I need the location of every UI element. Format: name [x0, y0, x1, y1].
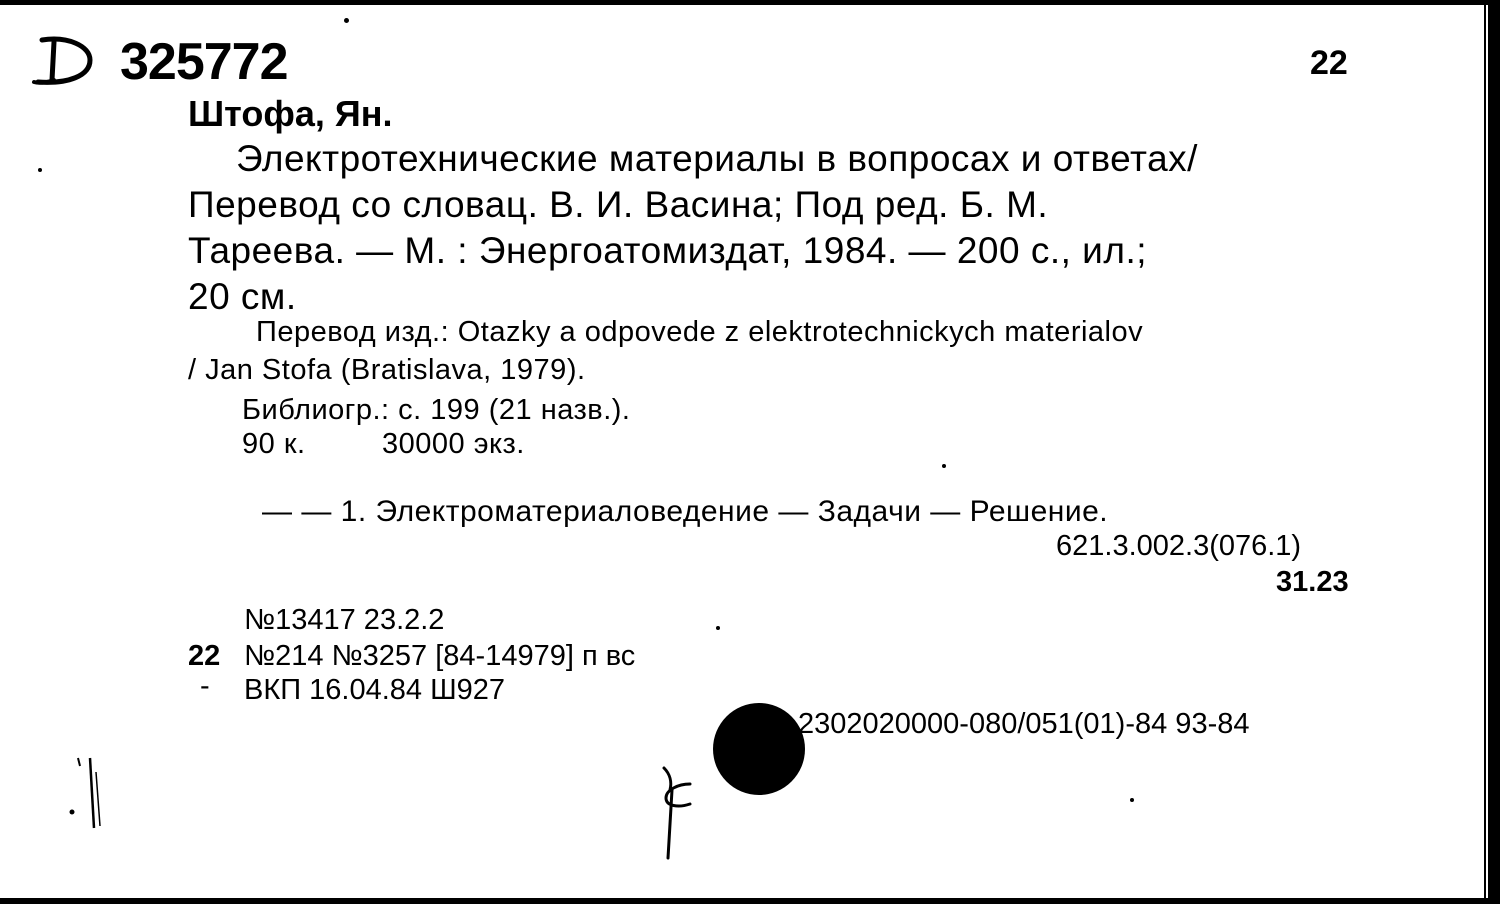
ink-speck [942, 464, 946, 468]
title-line-2: Перевод со словац. В. И. Васина; Под ред. Б. М. [188, 184, 1049, 225]
accession-number: 325772 [120, 33, 288, 91]
translation-note-1: Перевод изд.: Otazky a odpovede z elektrotechnickych materialov [256, 316, 1144, 348]
card-top-edge [0, 0, 1500, 5]
handwritten-mark [650, 760, 710, 864]
ink-speck [716, 626, 720, 630]
card-right-edge-line [1484, 0, 1486, 904]
price: 90 к. [242, 428, 306, 460]
record-line-3-prefix: - [200, 670, 210, 702]
translation-note-2: / Jan Stofa (Bratislava, 1979). [188, 354, 586, 386]
title-line-1: Электротехнические материалы в вопросах и ответах/ [236, 138, 1198, 179]
card-bottom-edge [0, 898, 1500, 904]
card-right-edge [1488, 0, 1500, 904]
ink-speck [38, 168, 42, 172]
udc-code: 621.3.002.3(076.1) [1056, 530, 1302, 562]
bibliography-note: Библиогр.: с. 199 (21 назв.). [242, 394, 631, 426]
record-line-3: ВКП 16.04.84 Ш927 [244, 674, 506, 706]
handwritten-d-mark [28, 32, 98, 88]
record-line-2: №214 №3257 [84-14979] п вс [244, 640, 636, 672]
print-run: 30000 экз. [382, 428, 525, 460]
hole-punch-blot [713, 703, 805, 795]
author-heading: Штофа, Ян. [188, 93, 393, 134]
record-line-1: №13417 23.2.2 [244, 604, 445, 636]
page-number: 22 [1310, 44, 1348, 82]
record-line-2-prefix: 22 [188, 640, 221, 672]
ink-speck [1130, 798, 1134, 802]
title-line-3: Тареева. — М. : Энергоатомиздат, 1984. — 200 с., ил.; [188, 230, 1147, 271]
subject-heading: — — 1. Электроматериаловедение — Задачи — Решение. [262, 495, 1109, 528]
margin-scribble [60, 752, 110, 832]
title-line-4: 20 см. [188, 276, 297, 317]
isbn-code: 2302020000-080/051(01)-84 93-84 [798, 708, 1250, 740]
bbk-code: 31.23 [1276, 566, 1349, 598]
ink-speck [344, 18, 349, 23]
